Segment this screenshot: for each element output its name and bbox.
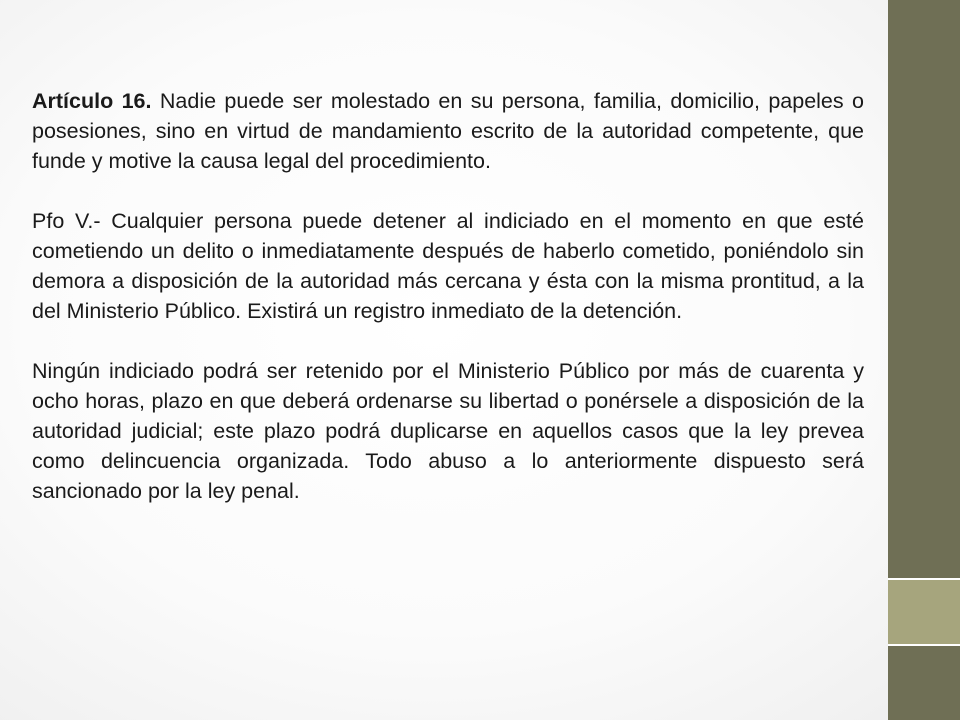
slide-body	[32, 86, 864, 506]
side-decoration-band-dark	[888, 646, 960, 720]
side-decoration-band-light	[888, 578, 960, 646]
paragraph-pfo-v: Pfo V.- Cualquier persona puede detener al indiciado en el momento en que esté cometiendo un delito o inmediatamente después de haberlo cometido, poniéndolo sin demora a disposición de la autoridad más cercana y ésta con la misma prontitud, a la del Ministerio Público. Existirá un registro inmediato de la detención.	[32, 209, 864, 323]
side-decoration-panel	[888, 0, 960, 720]
article-heading: Artículo 16.	[32, 89, 160, 113]
paragraph-article-16	[32, 86, 864, 176]
paragraph-1-text: Nadie puede ser molestado en su persona, familia, domicilio, papeles o posesiones, sino en virtud de mandamiento escrito de la autoridad competente, que funde y motive la causa legal del procedimiento.	[32, 89, 864, 173]
paragraph-detention-limit: Ningún indiciado podrá ser retenido por el Ministerio Público por más de cuarenta y ocho horas, plazo en que deberá ordenarse su libertad o ponérsele a disposición de la autoridad judicial; este plazo podrá duplicarse en aquellos casos que la ley prevea como delincuencia organizada. Todo abuso a lo anteriormente dispuesto será sancionado por la ley penal.	[32, 359, 864, 503]
